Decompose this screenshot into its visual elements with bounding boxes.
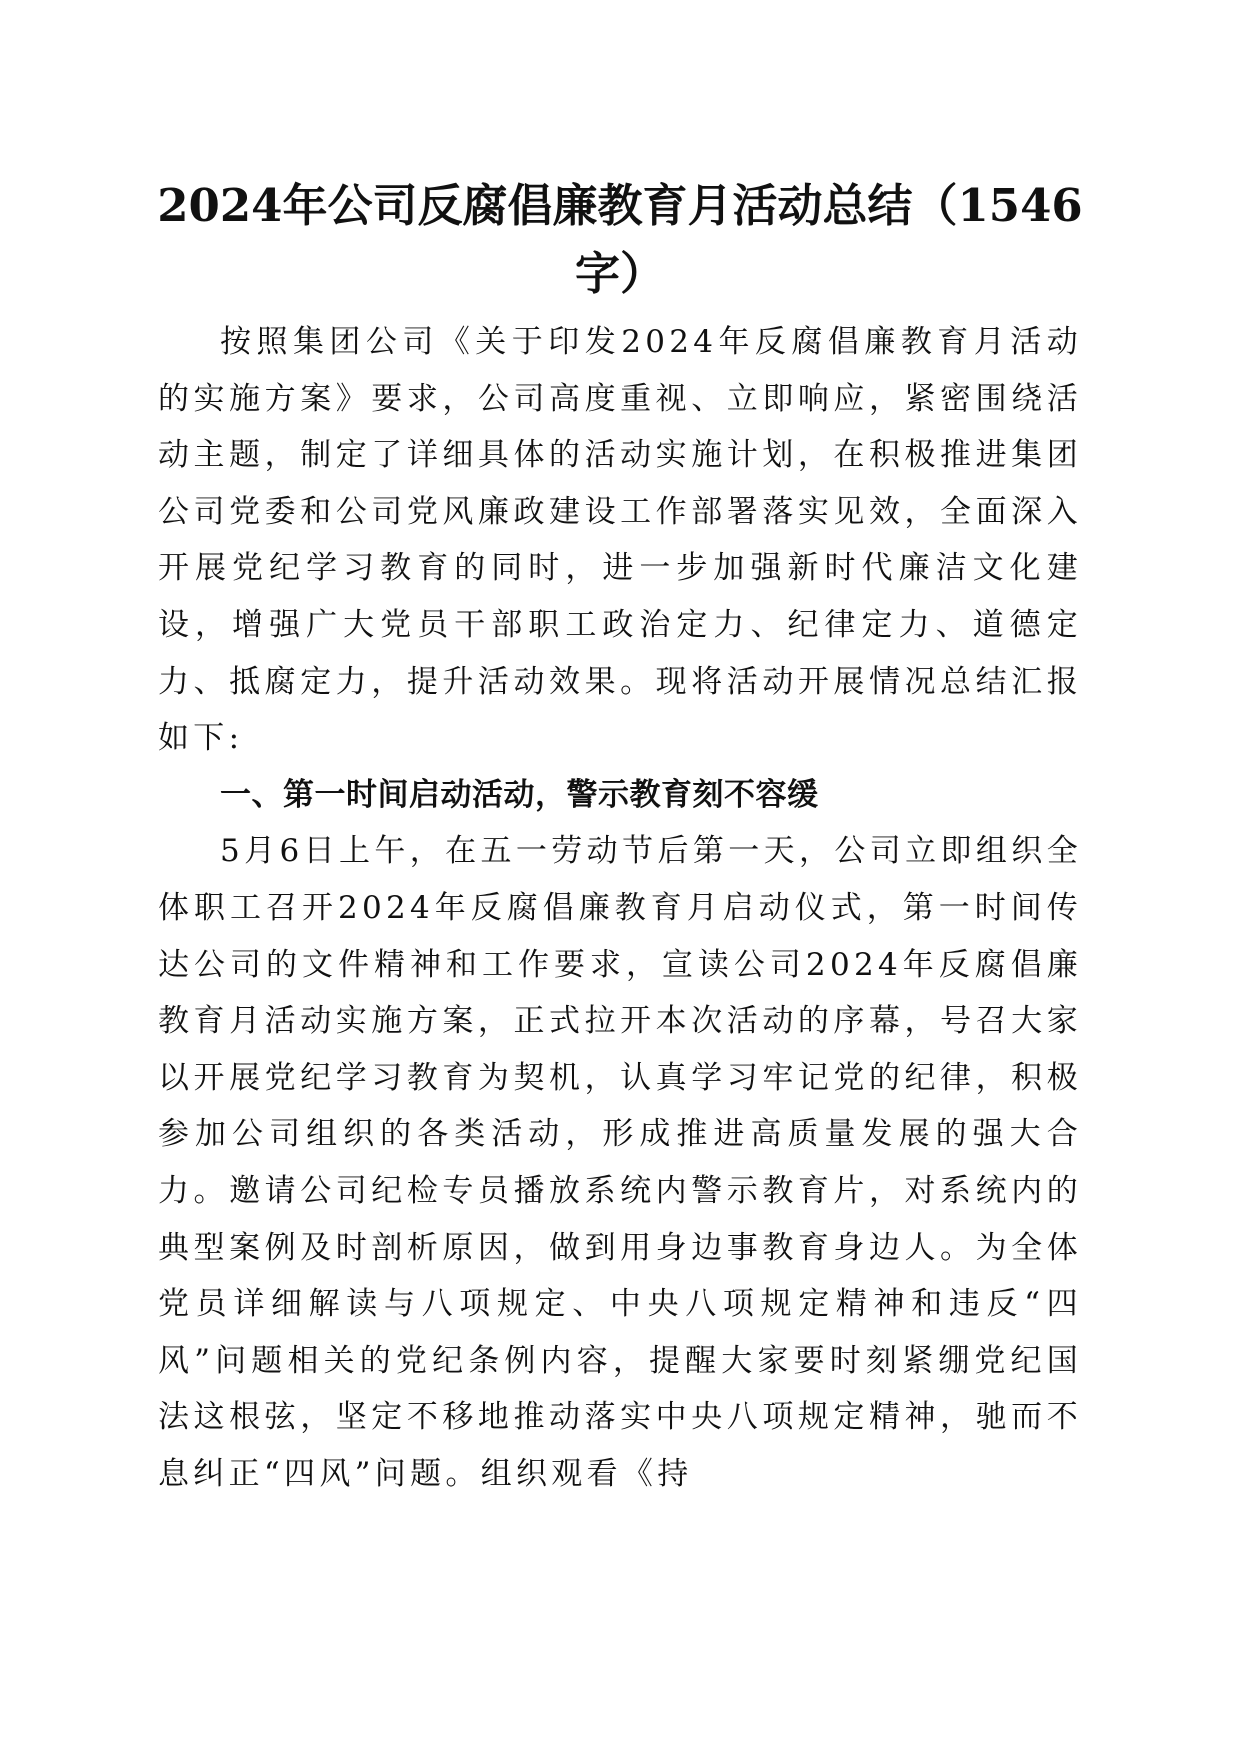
intro-paragraph: 按照集团公司《关于印发2024年反腐倡廉教育月活动的实施方案》要求，公司高度重视、立即响应，紧密围绕活动主题，制定了详细具体的活动实施计划，在积极推进集团公司党委和公司党风廉政建设工作部署落实见效，全面深入开展党纪学习教育的同时，进一步加强新时代廉洁文化建设，增强广大党员干部职工政治定力、纪律定力、道德定力、抵腐定力，提升活动效果。现将活动开展情况总结汇报如下: xyxy=(158,324,1082,757)
section-heading-1: 一、第一时间启动活动，警示教育刻不容缓 xyxy=(220,776,819,813)
section-1-paragraph: 5月6日上午，在五一劳动节后第一天，公司立即组织全体职工召开2024年反腐倡廉教育月启动仪式，第一时间传达公司的文件精神和工作要求，宣读公司2024年反腐倡廉教育月活动实施方案，正式拉开本次活动的序幕，号召大家以开展党纪学习教育为契机，认真学习牢记党的纪律，积极参加公司组织的各类活动，形成推进高质量发展的强大合力。邀请公司纪检专员播放系统内警示教育片，对系统内的典型案例及时剖析原因，做到用身边事教育身边人。为全体党员详细解读与八项规定、中央八项规定精神和违反“四风”问题相关的党纪条例内容，提醒大家要时刻紧绷党纪国法这根弦，坚定不移地推动落实中央八项规定精神，驰而不息纠正“四风”问题。组织观看《持 xyxy=(158,833,1082,1492)
document-body xyxy=(158,314,1082,1502)
document-title: 2024年公司反腐倡廉教育月活动总结（1546字） xyxy=(157,179,1083,300)
